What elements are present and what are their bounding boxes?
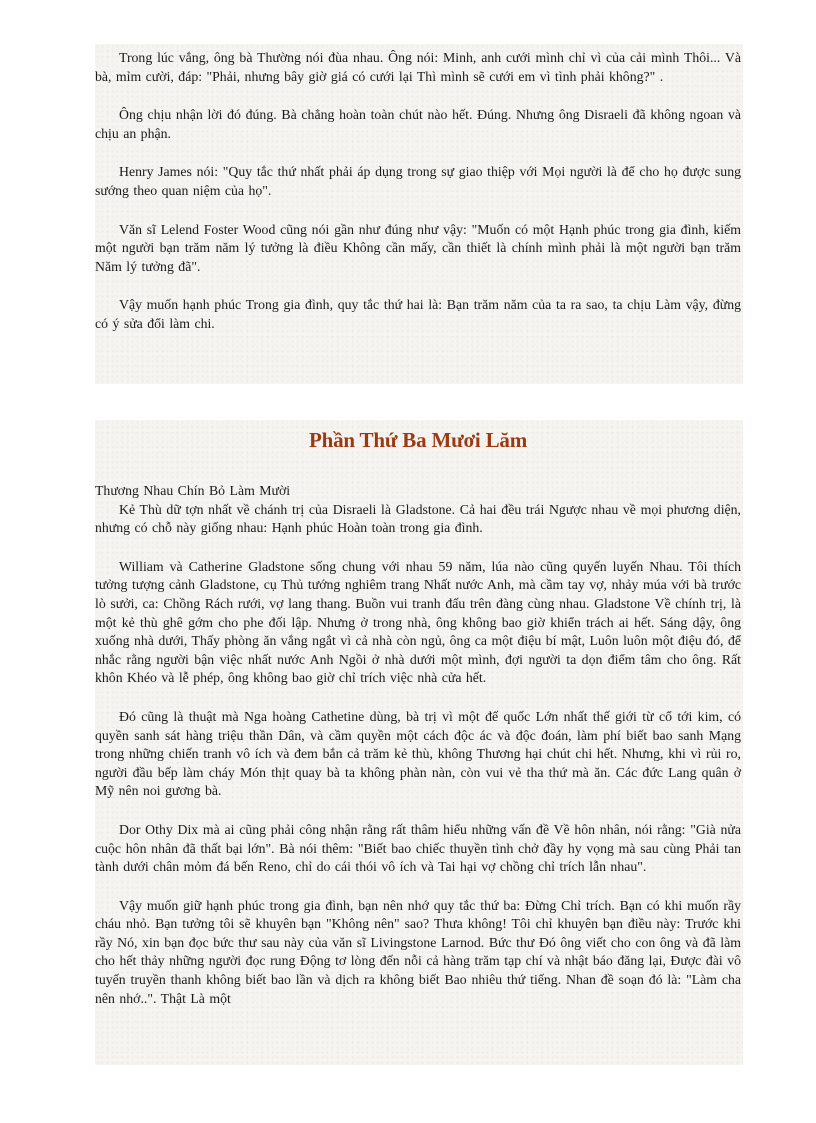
paragraph: William và Catherine Gladstone sống chung với nhau 59 năm, lúa nào cũng quyến luyến Nhau. Tôi thích tưởng tượng cảnh Gladstone, cụ Thủ tướng nghiêm trang Nhất nước Anh, mà cầm tay vợ, nhảy múa với bà trước lò sưởi, ca: Chồng Rách rưới, vợ lang thang. Buồn vui tranh đấu trên đàng cùng nhau. Gladstone Về chính trị, là một kẻ thù ghê gớm cho phe đối lập. Nhưng ở trong nhà, ông không bao giờ khiển trách ai hết. Sáng dậy, ông xuống nhà dưới, Thấy phòng ăn vắng ngắt vì cả nhà còn ngủ, ông ca một điệu bí mật, Luôn luôn một điệu đó, để nhắc rằng người bận việc nhất nước Anh Ngồi ở nhà dưới một mình, đợi người ta dọn điểm tâm cho ông. Rất khôn Khéo và lễ phép, ông không bao giờ chỉ trích việc nhà cửa hết. — [95, 558, 741, 686]
text-block-bottom — [95, 420, 743, 1065]
paragraph: Vậy muốn hạnh phúc Trong gia đình, quy tắc thứ hai là: Bạn trăm năm của ta ra sao, ta chịu Làm vậy, đừng có ý sửa đổi làm chi. — [95, 297, 741, 331]
paragraph: Kẻ Thù dữ tợn nhất về chánh trị của Disraeli là Gladstone. Cả hai đều trái Ngược nhau về mọi phương diện, nhưng có chỗ này giống nhau: Hạnh phúc Hoàn toàn trong gia đình. — [95, 501, 741, 536]
paragraph: Dor Othy Dix mà ai cũng phải công nhận rằng rất thâm hiểu những vấn đề Về hôn nhân, nói rằng: "Già nửa cuộc hôn nhân đã thất bại lớn". Bà nói thêm: "Biết bao chiếc thuyền tình chở đầy hy vọng mà sau cùng Phải tan tành dưới chân mỏm đá bến Reno, chỉ do cái thói vô ích và Tai hại vợ chồng chỉ trích lẫn nhau". — [95, 821, 741, 875]
text-block-top — [95, 44, 743, 384]
paragraph: Đó cũng là thuật mà Nga hoàng Cathetine dùng, bà trị vì một đế quốc Lớn nhất thế giới từ cổ tới kim, có quyền sanh sát hàng triệu thần Dân, và cầm quyền một cách độc ác và độc đoán, làm phí biết bao sanh Mạng trong những chiến tranh vô ích và đem bắn cả trăm kẻ thù, không Thương hại chút chi hết. Nhưng, khi vì rủi ro, người đầu bếp làm cháy Món thịt quay bà ta không phàn nàn, còn vui vẻ tha thứ mà ăn. Các đức Lang quân ở Mỹ nên noi gương bà. — [95, 708, 741, 799]
paragraph: Văn sĩ Lelend Foster Wood cũng nói gần như đúng như vậy: "Muốn có một Hạnh phúc trong gia đình, kiếm một người bạn trăm năm lý tưởng là điều Không cần mấy, cần thiết là chính mình phải là một người bạn trăm Năm lý tưởng đã". — [95, 221, 741, 274]
chapter-subtitle: Thương Nhau Chín Bỏ Làm Mười — [95, 483, 291, 498]
paragraph: Henry James nói: "Quy tắc thứ nhất phải áp dụng trong sự giao thiệp với Mọi người là để cho họ được sung sướng theo quan niệm của họ". — [95, 164, 741, 198]
paragraph: Trong lúc vắng, ông bà Thường nói đùa nhau. Ông nói: Minh, anh cưới mình chỉ vì của cải mình Thôi... Và bà, mỉm cười, đáp: "Phải, nhưng bây giờ giá có cưới lại Thì mình sẽ cưới em vì tình phải không?" . — [95, 50, 741, 84]
paragraph: Ông chịu nhận lời đó đúng. Bà chẳng hoàn toàn chút nào hết. Đúng. Nhưng ông Disraeli đã không ngoan và chịu an phận. — [95, 107, 741, 141]
chapter-heading: Phần Thứ Ba Mươi Lăm — [309, 428, 527, 452]
paragraph: Vậy muốn giữ hạnh phúc trong gia đình, bạn nên nhớ quy tắc thứ ba: Đừng Chỉ trích. Bạn có khi muốn rầy cháu nhỏ. Bạn tưởng tôi sẽ khuyên bạn "Không nên" sao? Thưa không! Tôi chỉ khuyên bạn điều này: Trước khi rầy Nó, xin bạn đọc bức thư sau này của văn sĩ Livingstone Larnod. Bức thư Đó ông viết cho con ông và đã làm cho hết thảy những người đọc rung Động tơ lòng đến nỗi cả hàng trăm tạp chí và nhật báo đăng lại, Được đài vô tuyến truyền thanh không biết bao lần và dịch ra không biết Bao nhiêu thứ tiếng. Nhan đề soạn đó là: "Làm cha nên nhớ..". Thật Là một — [95, 897, 741, 1006]
